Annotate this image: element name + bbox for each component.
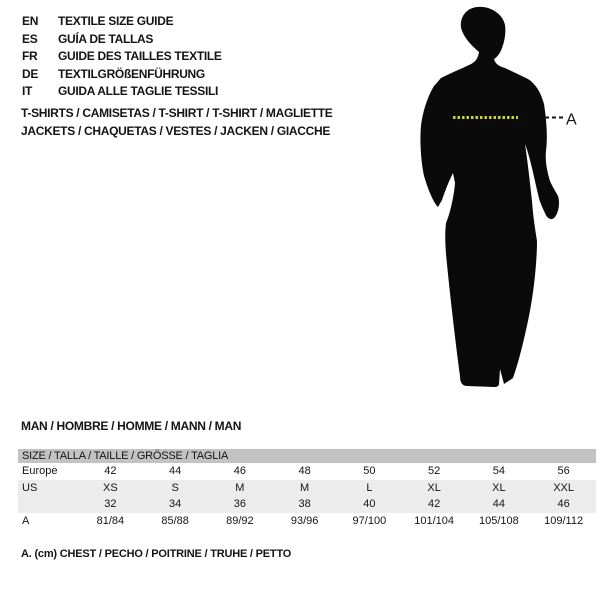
table-cell: M — [300, 481, 310, 494]
table-cell: 56 — [557, 465, 570, 478]
table-cell: 97/100 — [352, 514, 387, 527]
table-cell: 54 — [492, 465, 505, 478]
table-cell: 34 — [169, 498, 182, 511]
list-item — [22, 31, 222, 49]
table-cell: 93/96 — [290, 514, 319, 527]
list-item — [22, 13, 222, 31]
measure-label-a: A — [566, 111, 577, 129]
table-cell: 42 — [104, 465, 117, 478]
table-cell: 48 — [298, 465, 311, 478]
table-cell: 42 — [428, 498, 441, 511]
table-cell: M — [235, 481, 245, 494]
row-label: US — [22, 481, 38, 494]
table-cell: 105/108 — [478, 514, 519, 527]
size-table-header: SIZE / TALLA / TAILLE / GRÖSSE / TAGLIA — [18, 449, 596, 463]
guide-title: TEXTILGRÖßENFÜHRUNG — [58, 66, 205, 81]
table-cell: 36 — [233, 498, 246, 511]
man-silhouette-svg — [405, 5, 580, 400]
table-row-europe — [18, 463, 596, 480]
section-title-man: MAN / HOMBRE / HOMME / MANN / MAN — [21, 419, 242, 433]
table-cell: 85/88 — [161, 514, 189, 527]
measurement-footnote: A. (cm) CHEST / PECHO / POITRINE / TRUHE / PETTO — [21, 548, 292, 560]
row-label: A — [22, 514, 30, 527]
language-code: IT — [22, 84, 33, 98]
guide-title: GUIDE DES TAILLES TEXTILE — [58, 49, 222, 63]
table-cell: 32 — [104, 498, 117, 511]
table-cell: XXL — [553, 481, 575, 494]
man-silhouette-figure — [405, 5, 580, 400]
table-cell: 50 — [363, 465, 376, 478]
product-line-tshirts: T-SHIRTS / CAMISETAS / T-SHIRT / T-SHIRT / MAGLIETTE — [21, 106, 333, 120]
table-cell: 40 — [363, 498, 376, 511]
size-table — [18, 449, 596, 529]
table-cell: XL — [427, 481, 441, 494]
table-cell: S — [171, 481, 179, 494]
guide-title: GUIDA ALLE TAGLIE TESSILI — [58, 84, 219, 98]
product-line-jackets: JACKETS / CHAQUETAS / VESTES / JACKEN / GIACCHE — [21, 123, 331, 138]
table-cell: 38 — [298, 498, 311, 511]
table-cell: 44 — [169, 465, 182, 478]
table-cell: 109/112 — [544, 514, 584, 527]
table-cell: 46 — [233, 465, 246, 478]
list-item — [22, 66, 222, 84]
product-types — [21, 105, 333, 140]
table-cell: L — [366, 481, 373, 494]
table-cell: 89/92 — [226, 514, 254, 527]
table-cell: 81/84 — [96, 514, 125, 527]
language-guide-list — [22, 13, 222, 101]
table-row-us — [18, 480, 596, 497]
guide-title: TEXTILE SIZE GUIDE — [58, 14, 174, 28]
list-item — [22, 48, 222, 66]
language-code: FR — [22, 49, 38, 63]
row-label: Europe — [22, 465, 58, 478]
man-silhouette-shape — [420, 7, 559, 387]
guide-title: GUÍA DE TALLAS — [58, 31, 154, 46]
table-row-chest-a — [18, 513, 596, 530]
table-cell: 101/104 — [414, 514, 454, 527]
language-code: ES — [22, 31, 38, 46]
table-cell: XS — [103, 481, 118, 494]
table-cell: 46 — [557, 498, 570, 511]
language-code: EN — [22, 14, 39, 28]
table-cell: 44 — [492, 498, 505, 511]
list-item — [22, 83, 222, 101]
table-cell: XL — [492, 481, 506, 494]
table-row-alt-sizes — [18, 496, 596, 513]
table-cell: 52 — [428, 465, 441, 478]
language-code: DE — [22, 66, 39, 81]
